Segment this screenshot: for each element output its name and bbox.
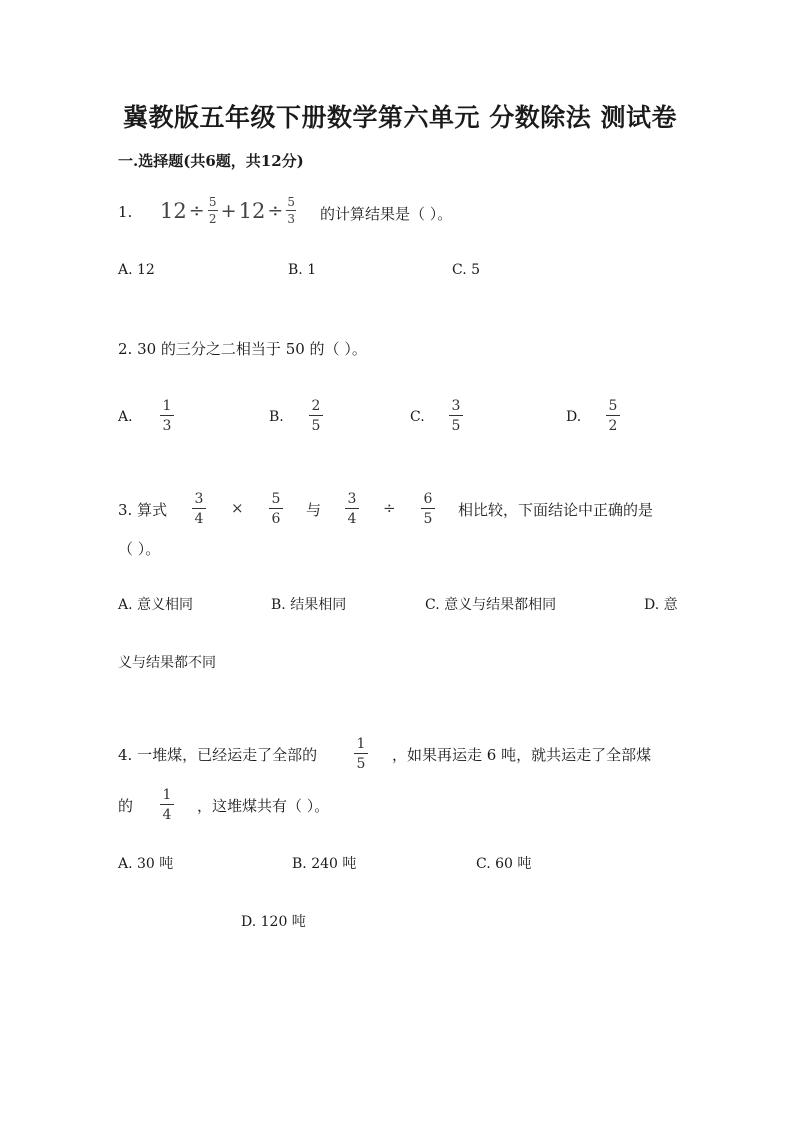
numerator: 5 <box>608 398 618 414</box>
q1-number: 1. <box>118 203 133 221</box>
numerator: 3 <box>194 491 204 507</box>
numerator: 1 <box>162 787 172 803</box>
numerator: 2 <box>311 398 321 414</box>
q2-text: 2. 30 的三分之二相当于 50 的（ ）。 <box>118 340 367 358</box>
q1-fraction-2-numerator: 5 <box>287 195 296 209</box>
q2-option-c-label: C. <box>410 409 425 425</box>
q1-fraction-1-numerator: 5 <box>208 195 217 209</box>
q4-fraction-1 <box>354 737 368 771</box>
q3-fraction-1 <box>192 492 206 526</box>
q2-option-b-label: B. <box>269 409 284 425</box>
q3-prefix: 3. 算式 <box>118 501 168 519</box>
q3-fraction-3 <box>345 492 359 526</box>
numerator: 1 <box>162 398 172 414</box>
denominator: 5 <box>356 756 366 772</box>
q4-prefix: 4. 一堆煤，已经运走了全部的 <box>118 746 318 764</box>
q3-line2: （ ）。 <box>118 540 161 558</box>
q3-fraction-4 <box>421 492 435 526</box>
denominator: 2 <box>608 418 618 434</box>
q1-plus-symbol: + <box>220 199 237 222</box>
numerator: 3 <box>347 491 357 507</box>
denominator: 4 <box>194 511 204 527</box>
numerator: 3 <box>451 398 461 414</box>
page-title: 冀教版五年级下册数学第六单元 分数除法 测试卷 <box>123 103 677 132</box>
q3-times-symbol: × <box>231 499 244 517</box>
fraction-bar <box>286 210 296 211</box>
q1-fraction-2-denominator: 3 <box>287 212 296 226</box>
q1-option-a: A. 12 <box>118 262 155 278</box>
q4-fraction-2 <box>160 788 174 822</box>
q1-divide-symbol-2: ÷ <box>267 199 284 222</box>
q3-option-c: C. 意义与结果都相同 <box>425 597 557 613</box>
q2-option-a-fraction <box>160 399 174 433</box>
q3-and-word: 与 <box>306 501 322 519</box>
q1-fraction-2 <box>286 196 296 225</box>
denominator: 5 <box>311 418 321 434</box>
q3-fraction-2 <box>269 492 283 526</box>
denominator: 5 <box>451 418 461 434</box>
q1-text: 的计算结果是（ ）。 <box>320 205 453 223</box>
q4-middle: ，如果再运走 6 吨，就共运走了全部煤 <box>392 746 652 764</box>
denominator: 4 <box>347 511 357 527</box>
q3-option-b: B. 结果相同 <box>271 597 347 613</box>
q1-option-c: C. 5 <box>452 262 481 278</box>
numerator: 6 <box>423 491 433 507</box>
denominator: 5 <box>423 511 433 527</box>
q4-option-d: D. 120 吨 <box>241 914 306 930</box>
q2-option-c-fraction <box>449 399 463 433</box>
numerator: 5 <box>271 491 281 507</box>
q1-expression <box>160 196 297 225</box>
q4-line2-prefix: 的 <box>118 797 134 815</box>
q4-line2-suffix: ，这堆煤共有（ ）。 <box>197 797 330 815</box>
q4-option-a: A. 30 吨 <box>118 856 174 872</box>
q3-divide-symbol: ÷ <box>383 499 396 517</box>
fraction-bar <box>208 210 218 211</box>
q3-option-d: D. 意 <box>644 597 678 613</box>
q4-option-c: C. 60 吨 <box>476 856 532 872</box>
denominator: 6 <box>271 511 281 527</box>
q3-option-d-continued: 义与结果都不同 <box>118 655 216 671</box>
numerator: 1 <box>356 736 366 752</box>
q3-option-a: A. 意义相同 <box>118 597 194 613</box>
q1-term-a: 12 <box>160 198 187 223</box>
denominator: 3 <box>162 418 172 434</box>
denominator: 4 <box>162 807 172 823</box>
q1-fraction-1-denominator: 2 <box>208 212 217 226</box>
q1-term-b: 12 <box>238 198 266 223</box>
q2-option-d-label: D. <box>566 409 582 425</box>
q1-fraction-1 <box>208 196 218 225</box>
q4-option-b: B. 240 吨 <box>292 856 357 872</box>
q3-suffix: 相比较，下面结论中正确的是 <box>458 501 654 519</box>
q2-option-b-fraction <box>309 399 323 433</box>
q2-option-a-label: A. <box>118 409 133 425</box>
section-heading: 一.选择题(共6题，共12分) <box>118 152 304 170</box>
q2-option-d-fraction <box>606 399 620 433</box>
q1-option-b: B. 1 <box>288 262 317 278</box>
q1-divide-symbol: ÷ <box>188 199 205 222</box>
